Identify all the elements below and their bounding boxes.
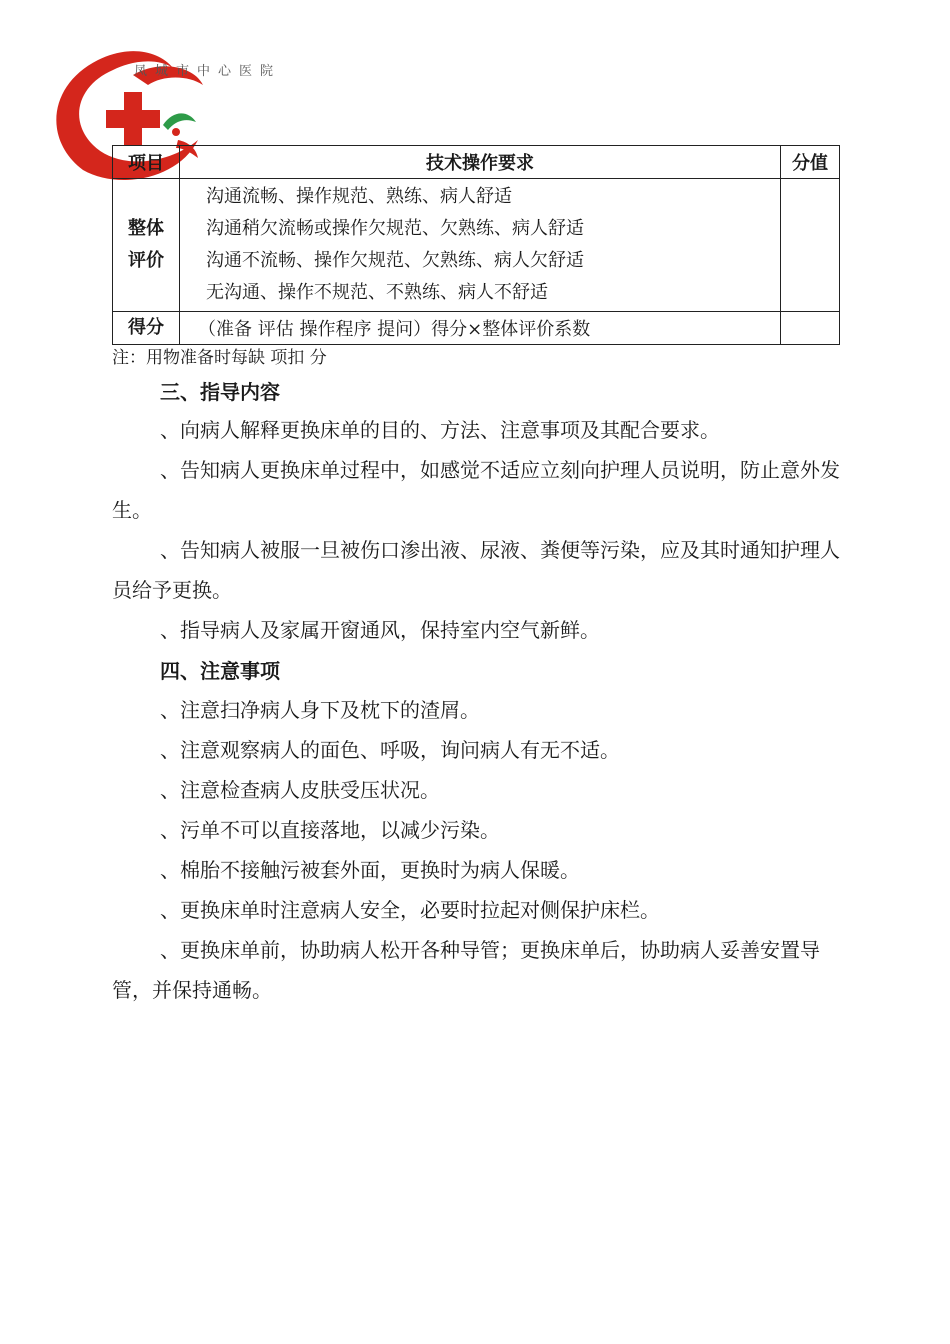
overall-score-cell [781, 179, 840, 312]
criteria-line: 沟通流畅、操作规范、熟练、病人舒适 [206, 186, 512, 207]
list-item: 、注意检查病人皮肤受压状况。 [160, 778, 440, 802]
header-score: 分值 [781, 146, 840, 179]
list-item: 、指导病人及家属开窗通风，保持室内空气新鲜。 [160, 618, 600, 642]
overall-evaluation-row [113, 179, 840, 312]
hospital-name: 凤城市中心医院 [134, 64, 282, 79]
criteria-line: 无沟通、操作不规范、不熟练、病人不舒适 [206, 282, 548, 303]
overall-criteria [180, 179, 781, 312]
overall-label-line1: 整体 [128, 218, 164, 239]
overall-label [113, 179, 180, 312]
list-item: 、注意观察病人的面色、呼吸，询问病人有无不适。 [160, 738, 620, 762]
total-score-cell [781, 312, 840, 345]
list-item: 、棉胎不接触污被套外面，更换时为病人保暖。 [160, 858, 580, 882]
score-formula: （准备 评估 操作程序 提问）得分×整体评价系数 [180, 312, 781, 345]
section-title: 三、指导内容 [160, 380, 280, 404]
list-item: 、更换床单前，协助病人松开各种导管；更换床单后，协助病人妥善安置导管，并保持通畅。 [112, 938, 820, 1002]
table-header-row [113, 146, 840, 179]
list-item: 、注意扫净病人身下及枕下的渣屑。 [160, 698, 480, 722]
score-label: 得分 [113, 312, 180, 345]
overall-label-line2: 评价 [128, 250, 164, 271]
scoring-table [112, 145, 840, 345]
list-item: 、污单不可以直接落地，以减少污染。 [160, 818, 500, 842]
total-score-row [113, 312, 840, 345]
criteria-line: 沟通稍欠流畅或操作欠规范、欠熟练、病人舒适 [206, 218, 584, 239]
criteria-line: 沟通不流畅、操作欠规范、欠熟练、病人欠舒适 [206, 250, 584, 271]
list-item: 、告知病人更换床单过程中，如感觉不适应立刻向护理人员说明，防止意外发生。 [112, 458, 840, 522]
list-item: 、更换床单时注意病人安全，必要时拉起对侧保护床栏。 [160, 898, 660, 922]
table-note: 注：用物准备时每缺 项扣 分 [112, 348, 327, 368]
header-item: 项目 [113, 146, 180, 179]
list-item: 、向病人解释更换床单的目的、方法、注意事项及其配合要求。 [160, 418, 720, 442]
header-requirement: 技术操作要求 [180, 146, 781, 179]
list-item: 、告知病人被服一旦被伤口渗出液、尿液、粪便等污染，应及其时通知护理人员给予更换。 [112, 538, 840, 602]
section-title: 四、注意事项 [160, 659, 280, 683]
